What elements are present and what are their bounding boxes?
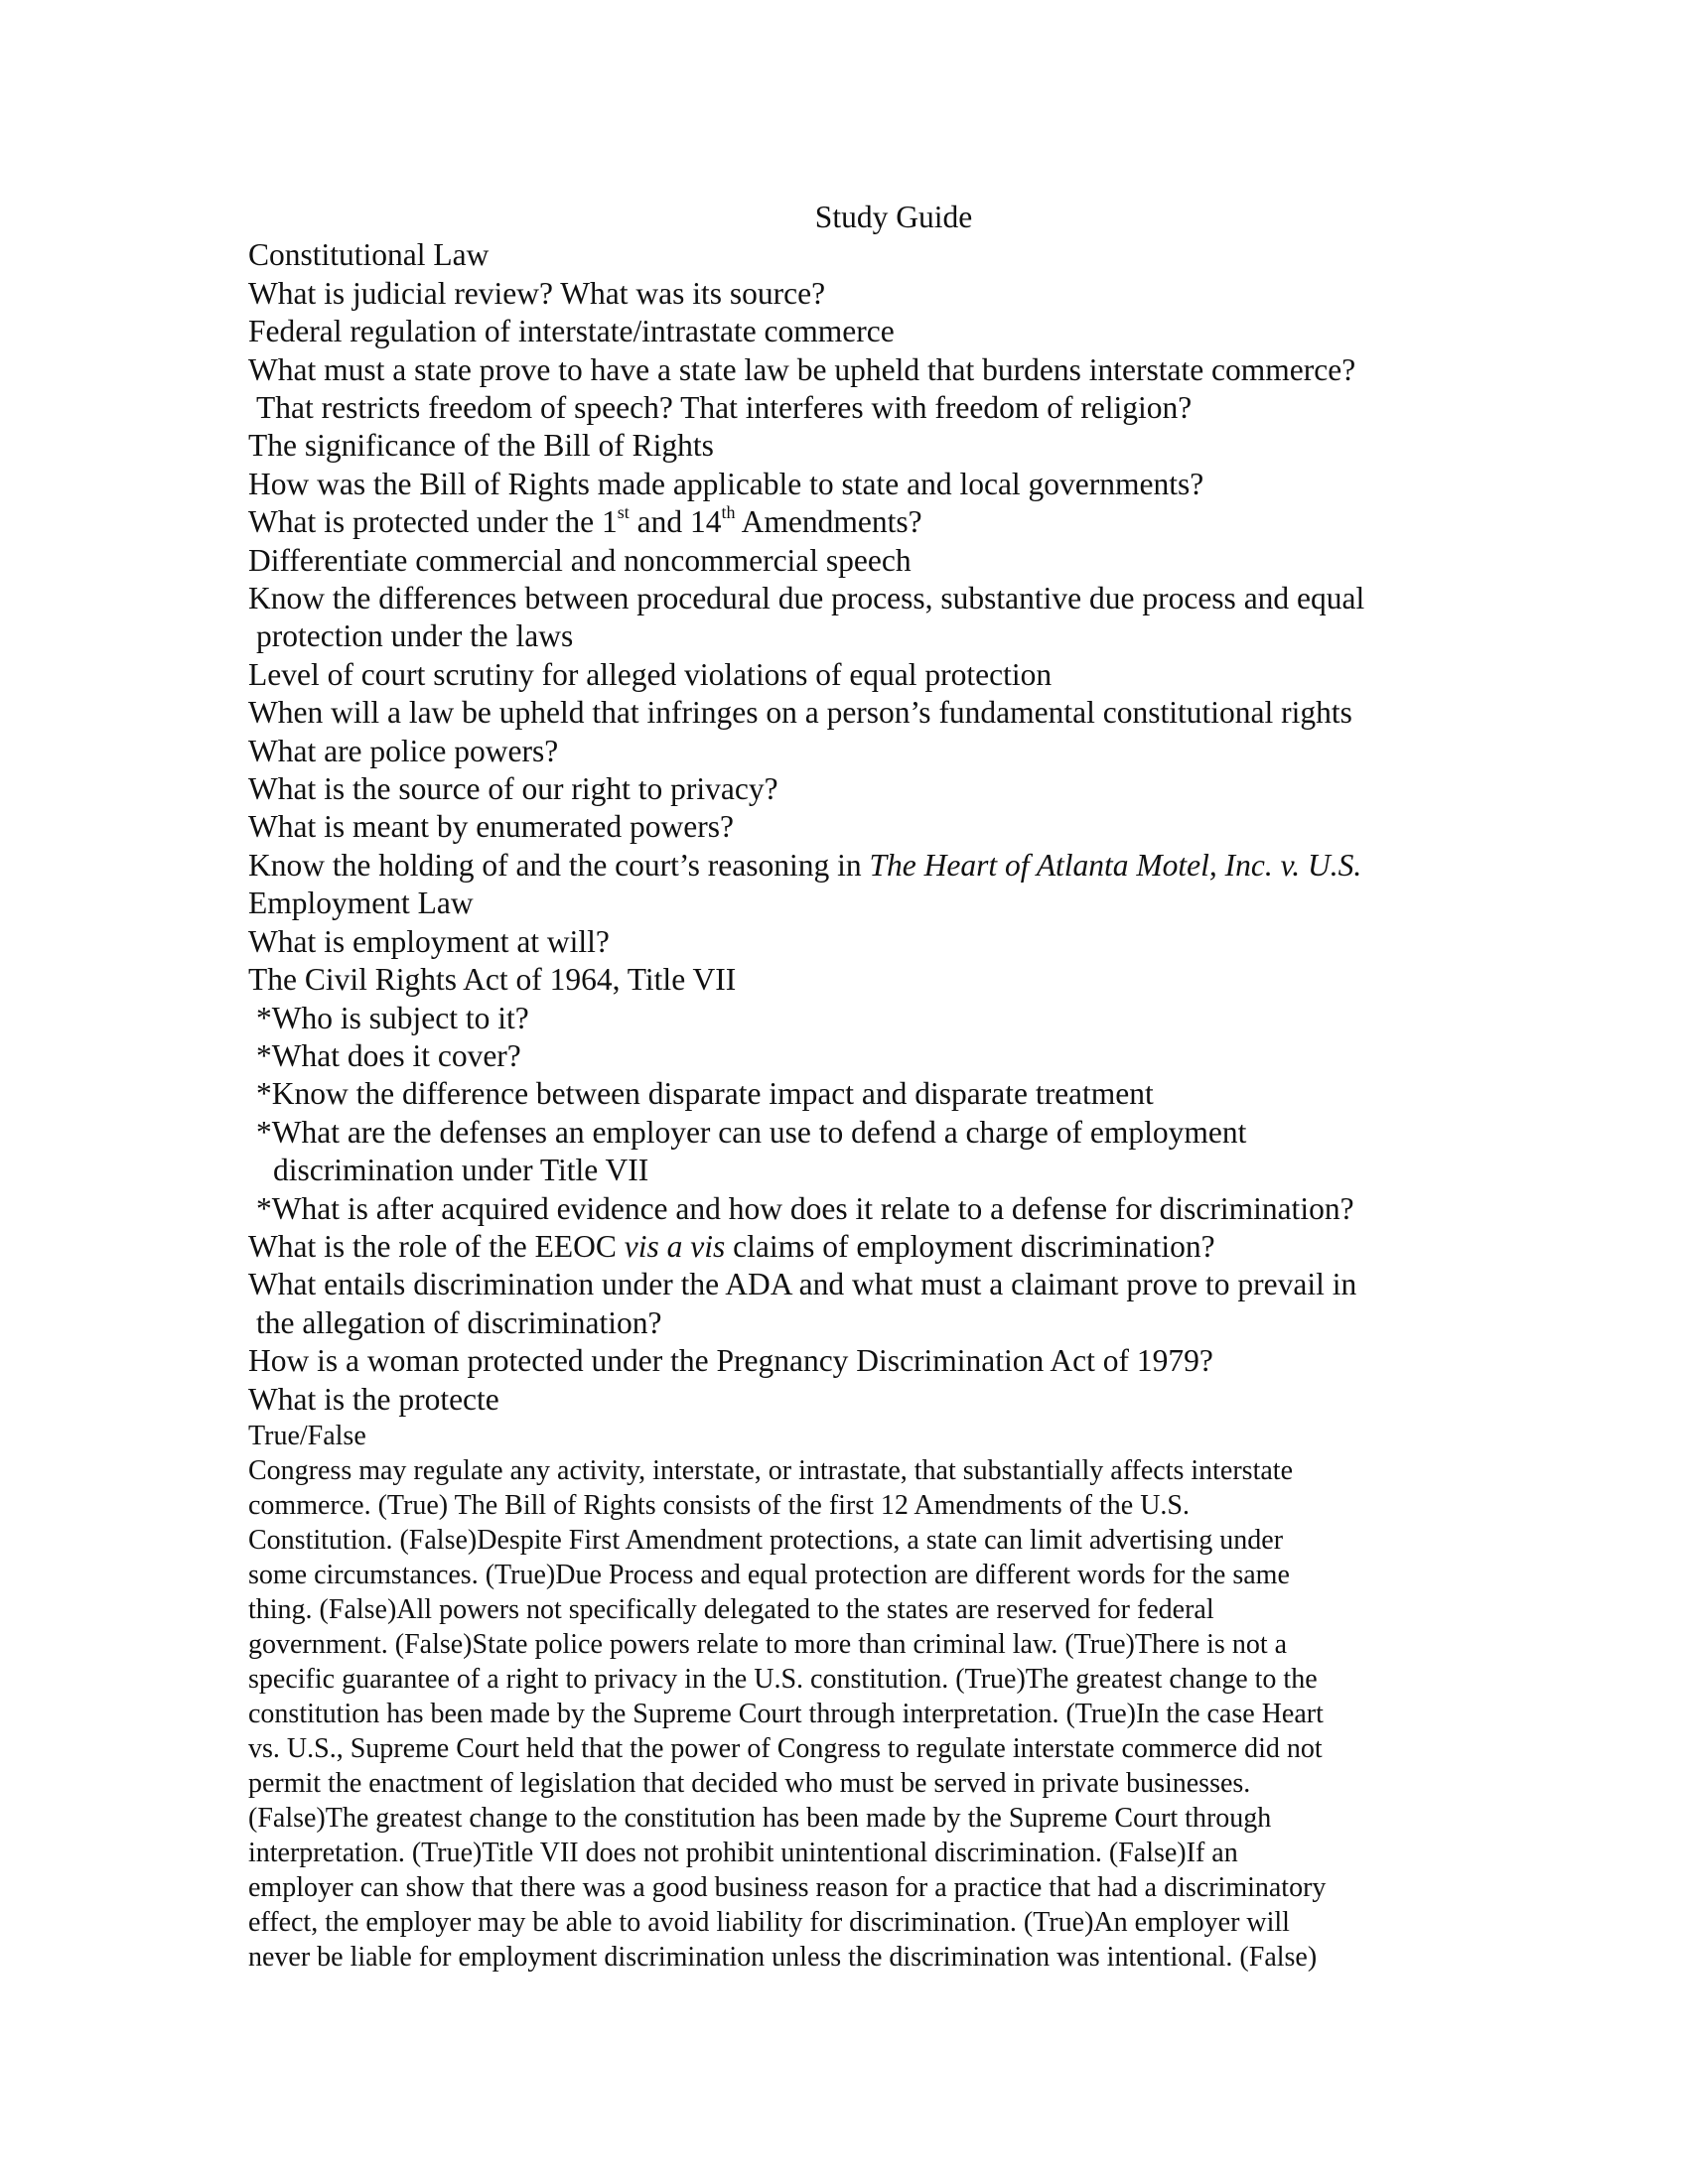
question-bill-of-rights-significance: The significance of the Bill of Rights — [248, 428, 714, 464]
section-heading-employment-law: Employment Law — [248, 886, 474, 921]
bullet-who-subject: *Who is subject to it? — [256, 1000, 529, 1035]
question-state-law-burden: What must a state prove to have a state law be upheld that burdens interstate commerce? — [248, 351, 1356, 387]
true-false-line: constitution has been made by the Supreme Court through interpretation. (True)In the case Heart — [248, 1698, 1324, 1729]
true-false-line: Constitution. (False)Despite First Amendment protections, a state can limit advertising under — [248, 1524, 1284, 1556]
question-judicial-review: What is judicial review? What was its source? — [248, 275, 826, 311]
question-fundamental-rights: When will a law be upheld that infringes on a person’s fundamental constitutional rights — [248, 695, 1352, 731]
page-title: Study Guide — [814, 200, 973, 234]
question-eeoc-role: What is the role of the EEOC vis a vis claims of employment discrimination? — [248, 1228, 1215, 1264]
true-false-line: Congress may regulate any activity, interstate, or intrastate, that substantially affects interstate — [248, 1454, 1293, 1486]
case-name: The Heart of Atlanta Motel, Inc. v. U.S. — [869, 847, 1362, 883]
true-false-line: employer can show that there was a good business reason for a practice that had a discriminatory — [248, 1871, 1327, 1903]
true-false-line: effect, the employer may be able to avoid liability for discrimination. (True)An employer will — [248, 1906, 1290, 1938]
question-employment-at-will: What is employment at will? — [248, 923, 610, 959]
true-false-line: never be liable for employment discrimination unless the discrimination was intentional. (False) — [248, 1941, 1318, 1973]
section-heading-constitutional-law: Constitutional Law — [248, 237, 490, 273]
true-false-line: (False)The greatest change to the constitution has been made by the Supreme Court through — [248, 1802, 1272, 1834]
true-false-line: thing. (False)All powers not specifically delegated to the states are reserved for federal — [248, 1593, 1214, 1625]
bullet-what-cover: *What does it cover? — [256, 1037, 521, 1073]
true-false-line: vs. U.S., Supreme Court held that the power of Congress to regulate interstate commerce did not — [248, 1732, 1323, 1764]
question-commerce-regulation: Federal regulation of interstate/intrastate commerce — [248, 314, 895, 349]
question-ada-cont: the allegation of discrimination? — [256, 1304, 662, 1340]
question-heart-of-atlanta: Know the holding of and the court’s reasoning in The Heart of Atlanta Motel, Inc. v. U.S. — [248, 847, 1362, 883]
question-police-powers: What are police powers? — [248, 733, 559, 768]
true-false-line: government. (False)State police powers relate to more than criminal law. (True)There is not a — [248, 1628, 1288, 1660]
bullet-employer-defenses-cont: discrimination under Title VII — [273, 1153, 649, 1188]
true-false-line: commerce. (True) The Bill of Rights consists of the first 12 Amendments of the U.S. — [248, 1489, 1191, 1521]
bullet-disparate-impact: *Know the difference between disparate impact and disparate treatment — [256, 1076, 1154, 1112]
question-right-to-privacy: What is the source of our right to privacy? — [248, 771, 778, 807]
true-false-line: specific guarantee of a right to privacy in the U.S. constitution. (True)The greatest change to the — [248, 1663, 1318, 1695]
question-due-process: Know the differences between procedural due process, substantive due process and equal — [248, 581, 1365, 616]
question-state-law-burden-cont: That restricts freedom of speech? That interferes with freedom of religion? — [256, 390, 1193, 426]
question-court-scrutiny: Level of court scrutiny for alleged violations of equal protection — [248, 656, 1053, 692]
question-bill-of-rights-applicable: How was the Bill of Rights made applicable to state and local governments? — [248, 466, 1204, 501]
question-enumerated-powers: What is meant by enumerated powers? — [248, 809, 734, 845]
question-ada: What entails discrimination under the ADA and what must a claimant prove to prevail in — [248, 1267, 1357, 1302]
question-protected-truncated: What is the protecte — [248, 1381, 499, 1417]
question-pregnancy-act: How is a woman protected under the Pregnancy Discrimination Act of 1979? — [248, 1343, 1213, 1379]
bullet-after-acquired-evidence: *What is after acquired evidence and how does it relate to a defense for discrimination? — [256, 1190, 1354, 1226]
study-guide-content — [248, 199, 1440, 1975]
question-amendments-protected: What is protected under the 1st and 14th Amendments? — [248, 501, 922, 540]
section-heading-true-false: True/False — [248, 1420, 366, 1451]
question-civil-rights-act: The Civil Rights Act of 1964, Title VII — [248, 962, 737, 998]
question-commercial-speech: Differentiate commercial and noncommercial speech — [248, 542, 912, 578]
true-false-paragraph — [248, 1453, 1440, 1975]
true-false-line: permit the enactment of legislation that decided who must be served in private businesses. — [248, 1767, 1251, 1799]
true-false-line: interpretation. (True)Title VII does not prohibit unintentional discrimination. (False)If an — [248, 1837, 1238, 1868]
bullet-employer-defenses: *What are the defenses an employer can use to defend a charge of employment — [256, 1114, 1247, 1150]
true-false-line: some circumstances. (True)Due Process and equal protection are different words for the same — [248, 1559, 1290, 1590]
question-due-process-cont: protection under the laws — [256, 618, 574, 654]
